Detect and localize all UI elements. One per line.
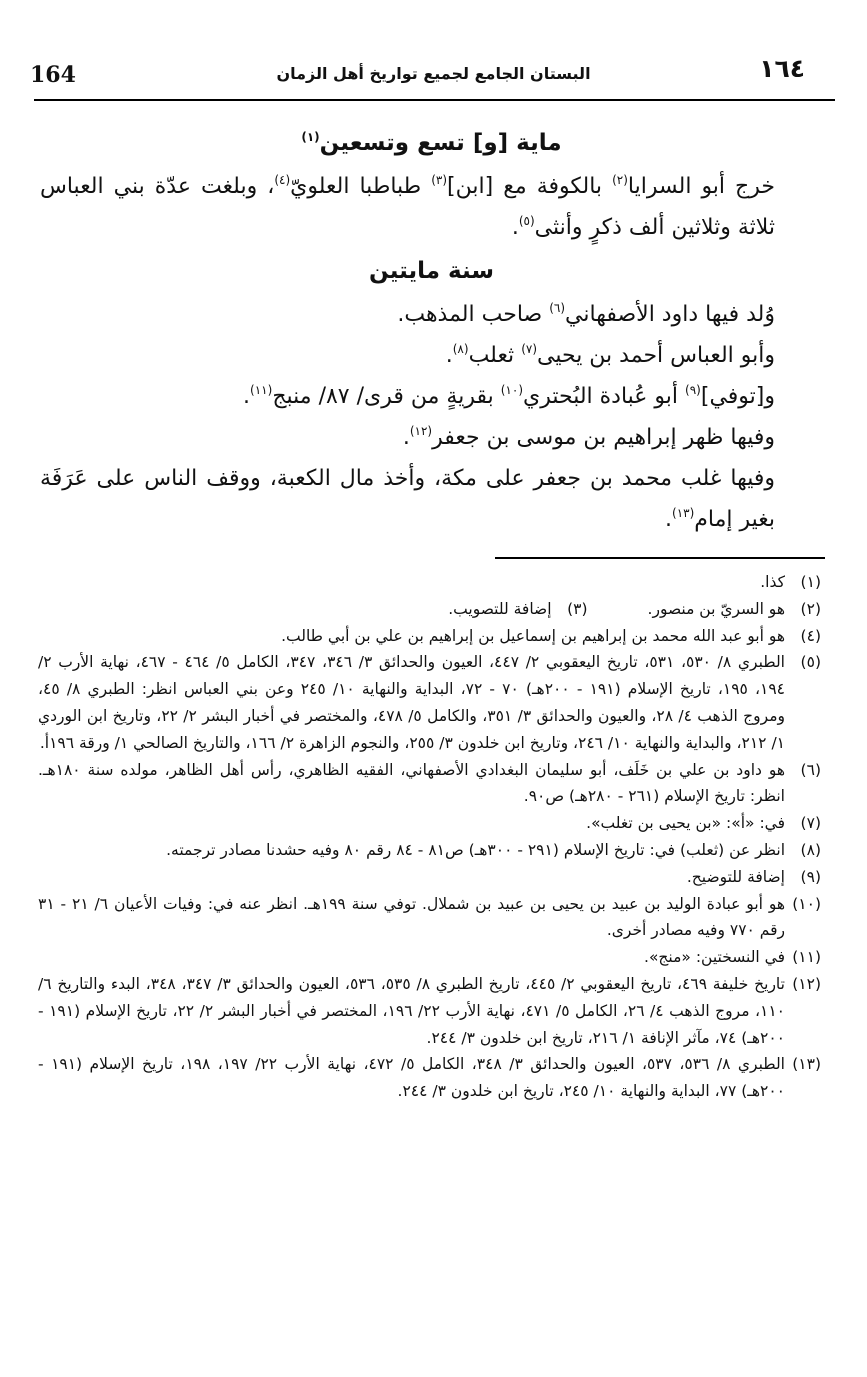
footnote-number: (٩): [800, 867, 821, 886]
footnote-number: (٨): [800, 840, 821, 859]
footnote-number: (٥): [800, 653, 821, 672]
page-number-latin: 164: [30, 62, 76, 88]
footnote-ref: (١): [301, 130, 320, 144]
footnote-number: (٦): [800, 760, 821, 779]
footnote-ref: (٣): [431, 173, 448, 187]
footnote-ref: (١٢): [409, 424, 433, 438]
footnote-text: الطبري ٨/ ٥٣٠، ٥٣١، تاريخ اليعقوبي ٢/ ٤٤٧، العيون والحدائق ٣/ ٣٤٦، ٣٤٧، الكامل ٥/ ٤٦٤ - ٤٦٧، نهاية الأرب ٢/ ١٩٤، ١٩٥، تاريخ الإسلام (١٩١ - ٢٠٠هـ) ٧٠ - ٧٢، البداية والنهاية ١٠/ ٢٤٥ وعن بني العباس انظر: الطبري ٨/ ٤٥، ومروج الذهب ٤/ ٢٨، والعيون والحدائق ٣/ ٣٥١، والكامل ٥/ ٤٧٨، والمختصر في أخبار البشر ٢/ ٢٢، وتاريخ ابن الوردي ١/ ٢١٢، والبداية والنهاية ١٠/ ٢٤٦، وتاريخ ابن خلدون ٣/ ٢٥٥، والنجوم الزاهرة ٢/ ١٦٦، والتاريخ الصالحي ١/ ورقة ١٩٦أ.: [38, 653, 786, 752]
section-heading-199: ماية [و] تسع وتسعين$^{(١)}$: [301, 130, 562, 156]
page-header: [30, 54, 837, 98]
footnote-number: (٧): [800, 814, 821, 833]
footnote: [38, 891, 821, 945]
footnote: [38, 757, 821, 811]
footnote: [38, 837, 821, 864]
footnote: [448, 596, 587, 623]
main-text: [40, 120, 823, 540]
footnote: [38, 944, 821, 971]
footnote-number: (٢): [800, 599, 821, 618]
footnote: [38, 649, 821, 756]
footnote-ref: (٩): [685, 383, 701, 397]
footnote-text: هو أبو عبد الله محمد بن إبراهيم بن إسماعيل بن إبراهيم بن علي بن أبي طالب.: [281, 626, 785, 645]
footnote-ref: (٤): [274, 173, 291, 187]
entry-line: وُلد فيها داود الأصفهاني$^{(٦)}$ صاحب المذهب.: [397, 301, 775, 327]
entry-line: و[توفي]$^{(٩)}$ أبو عُبادة البُحتري$^{(١٠)}$ بقريةٍ من قرى/ ٨٧/ منبج$^{(١١)}$.: [243, 383, 775, 409]
footnote-text: في النسختين: «منج».: [644, 948, 785, 967]
footnote-text: الطبري ٨/ ٥٣٦، ٥٣٧، العيون والحدائق ٣/ ٣٤٨، الكامل ٥/ ٤٧٢، نهاية الأرب ٢٢/ ١٩٧، ١٩٨، تاريخ الإسلام (١٩١ - ٢٠٠هـ) ٧٧، البداية والنهاية ١٠/ ٢٤٥، تاريخ ابن خلدون ٣/ ٢٤٤.: [38, 1055, 785, 1101]
entry-line: وفيها ظهر إبراهيم بن موسى بن جعفر$^{(١٢)}$.: [402, 424, 775, 450]
footnote: [648, 596, 821, 623]
footnote-row: [38, 596, 821, 623]
footnote-text: في: «أ»: «بن يحيى بن تغلب».: [586, 814, 785, 833]
footnote: [38, 971, 821, 1051]
footnote-ref: (٢): [612, 173, 628, 187]
footnote-number: (٤): [800, 626, 821, 645]
footnote-ref: (١٣): [672, 506, 695, 520]
footnote: [38, 810, 821, 837]
header-rule: [34, 99, 835, 101]
footnote-text: انظر عن (ثعلب) في: تاريخ الإسلام (٢٩١ - ٣٠٠هـ) ص٨١ - ٨٤ رقم ٨٠ وفيه حشدنا مصادر ترجمته.: [166, 840, 785, 859]
footnote-separator: [495, 557, 825, 559]
footnote-ref: (٨): [452, 342, 469, 356]
footnote: [38, 623, 821, 650]
footnote-number: (١٣): [792, 1055, 821, 1074]
paragraph-abu-saraya: خرج أبو السرايا$^{(٢)}$ بالكوفة مع [ابن]$^{(٣)}$ طباطبا العلويّ$^{(٤)}$، وبلغت عدّة بني العباس ثلاثة وثلاثين ألف ذكرٍ وأنثى$^{(٥)}$.: [40, 173, 775, 240]
footnote-text: إضافة للتصويب.: [448, 599, 552, 618]
footnote-text: إضافة للتوضيح.: [686, 867, 785, 886]
entry-line: وأبو العباس أحمد بن يحيى$^{(٧)}$ ثعلب$^{(٨)}$.: [445, 342, 775, 368]
page-number-arabic: ١٦٤: [759, 54, 805, 83]
footnote-text: هو السريّ بن منصور.: [647, 599, 785, 618]
footnote: [38, 1051, 821, 1105]
footnote-ref: (٦): [549, 301, 566, 315]
footnote-ref: (٥): [518, 214, 535, 228]
running-title: البستان الجامع لجميع تواريخ أهل الزمان: [276, 64, 591, 83]
footnote-ref: (٧): [521, 342, 538, 356]
footnote-number: (١٠): [792, 894, 821, 913]
footnote-number: (١١): [792, 948, 821, 967]
footnote-number: (١٢): [792, 974, 821, 993]
footnote-text: هو داود بن علي بن خَلَف، أبو سليمان البغدادي الأصفهاني، الفقيه الظاهري، رأس أهل الظاهر، مولده سنة ١٨٠هـ. انظر: تاريخ الإسلام (٢٦١ - ٢٨٠هـ) ص٩٠.: [38, 760, 785, 806]
entry-line: وفيها غلب محمد بن جعفر على مكة، وأخذ مال الكعبة، ووقف الناس على عَرَفَة بغير إمام$^{(١٣)}$.: [40, 466, 775, 532]
footnote-number: (١): [800, 573, 821, 591]
footnote-ref: (١١): [250, 383, 273, 397]
footnote-text: تاريخ خليفة ٤٦٩، تاريخ اليعقوبي ٢/ ٤٤٥، تاريخ الطبري ٨/ ٥٣٥، ٥٣٦، العيون والحدائق ٣/ ٣٤٧، ٣٤٨، البدء والتاريخ ٦/ ١١٠، مروج الذهب ٤/ ٢٦، الكامل ٥/ ٤٧١، نهاية الأرب ٢٢/ ١٩٦، المختصر في أخبار البشر ٢/ ٢٢، تاريخ الإسلام (١٩١ - ٢٠٠هـ) ٧٤، مآثر الإنافة ١/ ٢١٦، تاريخ ابن خلدون ٣/ ٢٤٤.: [38, 974, 786, 1047]
footnote-ref: (١٠): [500, 383, 523, 397]
footnote: [38, 569, 821, 596]
footnote: [38, 864, 821, 891]
footnote-text: هو أبو عبادة الوليد بن عبيد بن يحيى بن عبيد بن شملال. توفي سنة ١٩٩هـ. انظر عنه في: وفيات الأعيان ٦/ ٢١ - ٣١ رقم ٧٧٠ وفيه مصادر أخرى.: [38, 894, 785, 940]
section-heading-200: سنة مايتين: [369, 258, 494, 284]
footnote-text: كذا.: [760, 573, 785, 591]
footnotes: [38, 569, 821, 1105]
footnote-number: (٣): [567, 599, 588, 618]
